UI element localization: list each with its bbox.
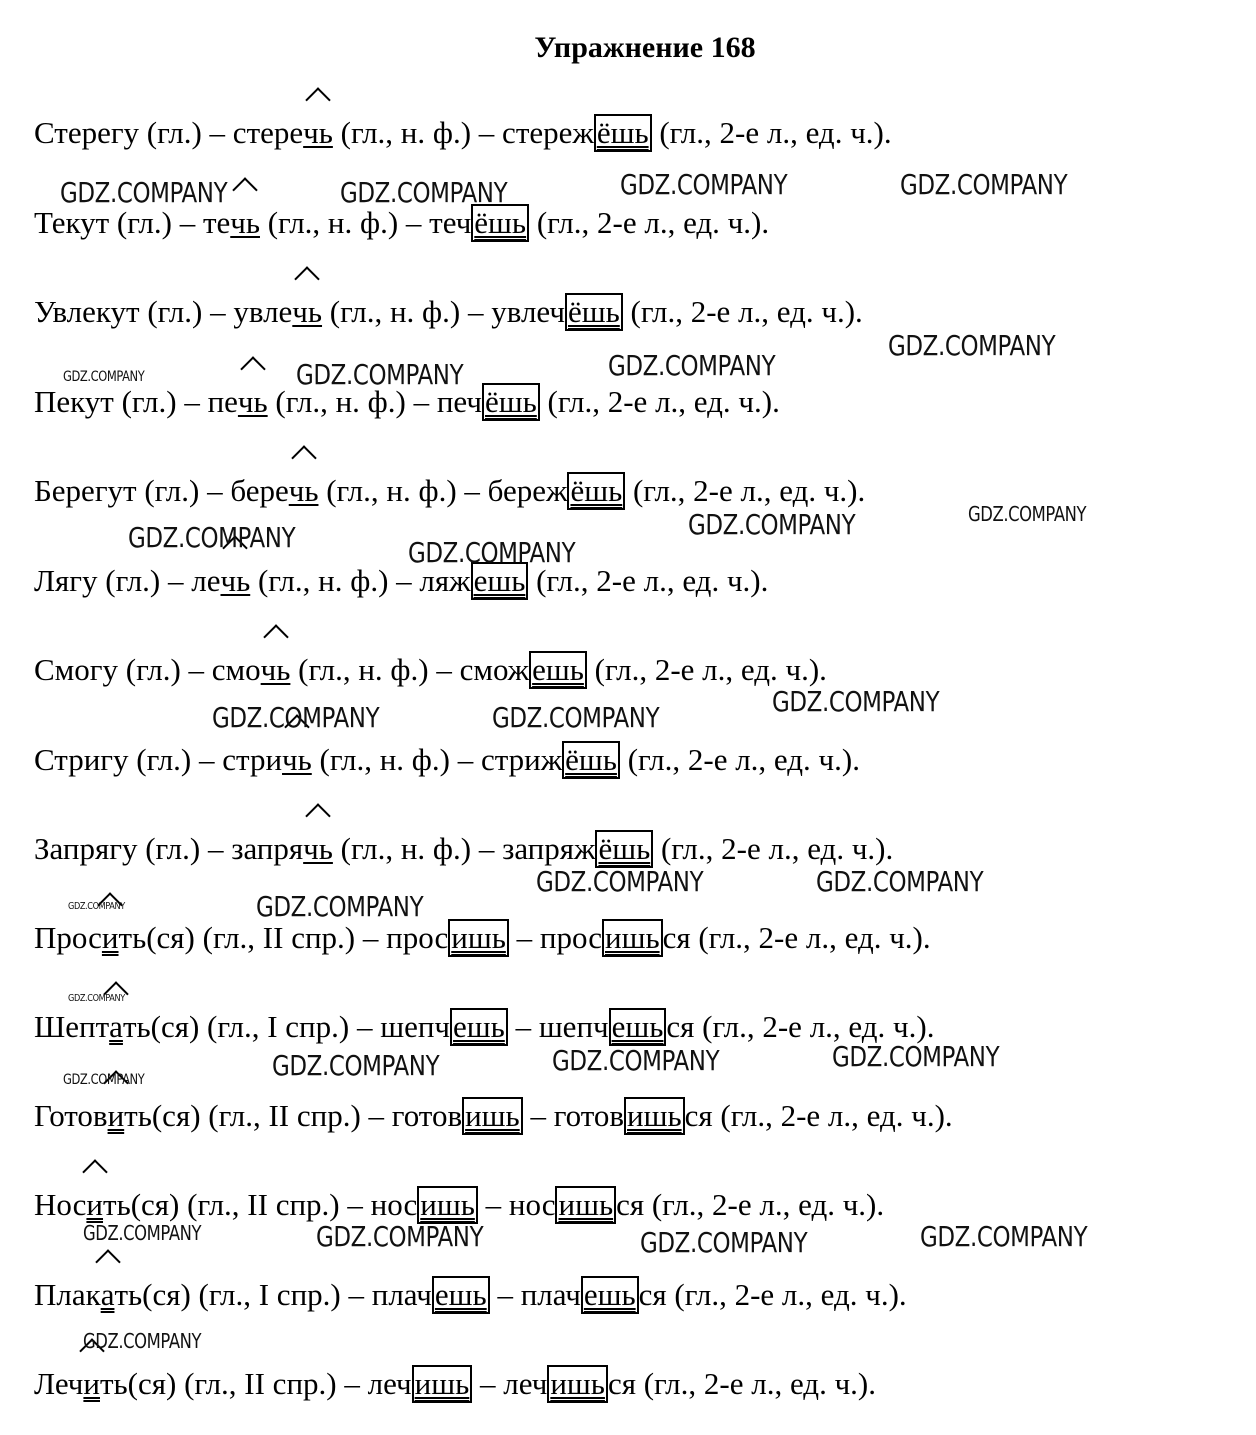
line-text: (гл., н. ф.) – стереж [332,115,594,150]
exercise-line-3 [34,292,863,332]
suffix-mark: чь [289,471,319,511]
verb-line-6 [34,1364,876,1404]
ending-box: ишь [448,919,509,957]
page-title: Упражнение 168 [534,31,756,64]
watermark: GDZ.COMPANY [296,358,464,391]
exercise-line-2 [34,203,769,243]
watermark: GDZ.COMPANY [63,1072,145,1088]
stressed-vowel: и [83,1364,100,1404]
watermark: GDZ.COMPANY [128,521,296,554]
line-text: Леч [34,1366,84,1401]
ending-box: ёшь [471,204,529,242]
watermark: GDZ.COMPANY [83,1329,202,1353]
line-text: Пекут (гл.) – пе [34,384,238,419]
ending-box: ешь [432,1276,490,1314]
line-text: Прос [34,920,102,955]
watermark: GDZ.COMPANY [68,993,125,1004]
verb-line-4 [34,1185,884,1225]
ending-box: ёшь [562,741,620,779]
line-text: Плак [34,1277,101,1312]
ending-box: ишь [412,1365,473,1403]
ending-box: ёшь [594,114,652,152]
exercise-line-1 [34,113,892,153]
line-text: (гл., 2-е л., ед. ч.). [625,473,866,508]
line-text: (гл., 2-е л., ед. ч.). [622,294,863,329]
stressed-vowel: а [101,1275,115,1315]
suffix-mark: чь [303,829,333,869]
ending-box: ешь [609,1008,667,1046]
ending-box: ишь [624,1097,685,1135]
watermark: GDZ.COMPANY [68,901,125,912]
line-text: – готов [522,1098,625,1133]
suffix-mark: чь [220,561,250,601]
watermark: GDZ.COMPANY [408,536,576,569]
verb-line-2 [34,1007,934,1047]
verb-line-3 [34,1096,953,1136]
watermark: GDZ.COMPANY [492,701,660,734]
watermark: GDZ.COMPANY [552,1044,720,1077]
line-text: – плач [489,1277,581,1312]
suffix-mark: чь [261,650,291,690]
line-text: (гл., н. ф.) – стриж [311,742,563,777]
ending-box: ёшь [565,293,623,331]
watermark: GDZ.COMPANY [968,502,1087,526]
line-text: (гл., н. ф.) – запряж [332,831,596,866]
watermark: GDZ.COMPANY [620,168,788,201]
line-text: (гл., 2-е л., ед. ч.). [651,115,892,150]
ending-box: ишь [462,1097,523,1135]
line-text: Берегут (гл.) – бере [34,473,289,508]
watermark: GDZ.COMPANY [772,685,940,718]
watermark: GDZ.COMPANY [816,865,984,898]
watermark: GDZ.COMPANY [340,176,508,209]
line-text: Запрягу (гл.) – запря [34,831,304,866]
ending-box: ешь [450,1008,508,1046]
line-text: Текут (гл.) – те [34,205,231,240]
watermark: GDZ.COMPANY [60,176,228,209]
line-text: ть(ся) (гл., II спр.) – нос [103,1187,418,1222]
exercise-line-6 [34,561,768,601]
suffix-mark: чь [303,113,333,153]
suffix-mark: чь [238,382,268,422]
line-text: (гл., 2-е л., ед. ч.). [619,742,860,777]
suffix-mark: чь [230,203,260,243]
watermark: GDZ.COMPANY [272,1049,440,1082]
line-text: ся (гл., 2-е л., ед. ч.). [684,1098,953,1133]
line-text: (гл., н. ф.) – береж [318,473,568,508]
exercise-line-5 [34,471,865,511]
line-text: ся (гл., 2-е л., ед. ч.). [607,1366,876,1401]
line-text: ть(ся) (гл., I спр.) – плач [114,1277,432,1312]
line-text: (гл., 2-е л., ед. ч.). [653,831,894,866]
line-text: (гл., 2-е л., ед. ч.). [539,384,780,419]
line-text: Шепт [34,1009,110,1044]
exercise-line-9 [34,829,893,869]
line-text: ть(ся) (гл., II спр.) – леч [100,1366,412,1401]
line-text: (гл., н. ф.) – смож [290,652,530,687]
watermark: GDZ.COMPANY [63,369,145,385]
stressed-vowel: и [102,918,119,958]
line-text: Смогу (гл.) – смо [34,652,261,687]
watermark: GDZ.COMPANY [640,1226,808,1259]
stressed-vowel: и [108,1096,125,1136]
verb-line-1 [34,918,931,958]
line-text: Лягу (гл.) – ле [34,563,221,598]
line-text: (гл., 2-е л., ед. ч.). [586,652,827,687]
line-text: (гл., н. ф.) – увлеч [322,294,565,329]
line-text: ся (гл., 2-е л., ед. ч.). [638,1277,907,1312]
line-text: – нос [477,1187,556,1222]
line-text: Стригу (гл.) – стри [34,742,283,777]
watermark: GDZ.COMPANY [608,349,776,382]
watermark: GDZ.COMPANY [83,1221,202,1245]
exercise-line-7 [34,650,827,690]
line-text: ся (гл., 2-е л., ед. ч.). [662,920,931,955]
verb-line-5 [34,1275,907,1315]
watermark: GDZ.COMPANY [920,1220,1088,1253]
ending-box: ишь [602,919,663,957]
watermark: GDZ.COMPANY [212,701,380,734]
ending-box: ишь [417,1186,478,1224]
line-text: ть(ся) (гл., II спр.) – готов [124,1098,463,1133]
ending-box: ишь [555,1186,616,1224]
line-text: – шепч [507,1009,609,1044]
ending-box: ешь [471,562,529,600]
watermark: GDZ.COMPANY [888,329,1056,362]
suffix-mark: чь [292,292,322,332]
line-text: (гл., 2-е л., ед. ч.). [528,563,769,598]
ending-box: ёшь [595,830,653,868]
ending-box: ёшь [482,383,540,421]
line-text: – прос [508,920,602,955]
line-text: (гл., н. ф.) – теч [259,205,472,240]
watermark: GDZ.COMPANY [688,508,856,541]
watermark: GDZ.COMPANY [900,168,1068,201]
ending-box: ешь [581,1276,639,1314]
line-text: – леч [472,1366,548,1401]
watermark: GDZ.COMPANY [536,865,704,898]
line-text: Готов [34,1098,108,1133]
watermark: GDZ.COMPANY [256,890,424,923]
watermark: GDZ.COMPANY [832,1040,1000,1073]
line-text: Стерегу (гл.) – стере [34,115,304,150]
suffix-mark: чь [282,740,312,780]
line-text: Нос [34,1187,87,1222]
watermark: GDZ.COMPANY [316,1220,484,1253]
line-text: ся (гл., 2-е л., ед. ч.). [616,1187,885,1222]
exercise-line-8 [34,740,860,780]
ending-box: ишь [547,1365,608,1403]
stressed-vowel: а [109,1007,123,1047]
line-text: (гл., 2-е л., ед. ч.). [529,205,770,240]
line-text: ть(ся) (гл., II спр.) – прос [118,920,449,955]
line-text: (гл., н. ф.) – ляж [250,563,471,598]
line-text: Увлекут (гл.) – увле [34,294,293,329]
ending-box: ешь [529,651,587,689]
ending-box: ёшь [567,472,625,510]
stressed-vowel: и [86,1185,103,1225]
line-text: (гл., н. ф.) – печ [267,384,483,419]
line-text: ся (гл., 2-е л., ед. ч.). [666,1009,935,1044]
line-text: ть(ся) (гл., I спр.) – шепч [122,1009,451,1044]
